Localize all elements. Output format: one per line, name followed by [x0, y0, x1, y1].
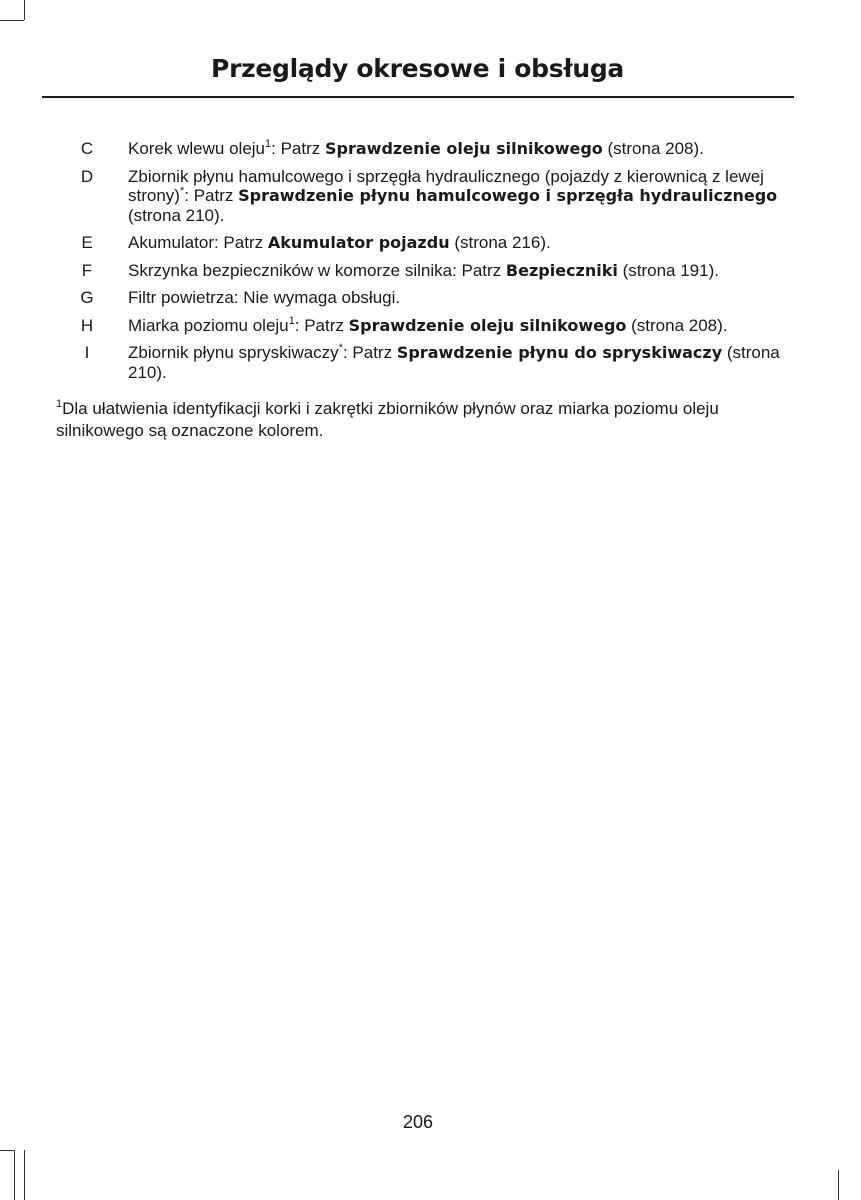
list-item-i: I Zbiornik płynu spryskiwaczy*: Patrz Sprawdzenie płynu do spryskiwaczy (strona 210).: [0, 343, 861, 382]
list-item-g: [0, 288, 861, 308]
crop-mark-top-left-horizontal: [0, 20, 24, 21]
footnote-marker: 1: [56, 398, 63, 410]
footnote-marker: 1: [288, 314, 295, 327]
list-item-e: E Akumulator: Patrz Akumulator pojazdu (strona 216).: [0, 233, 861, 253]
page-reference: (strona 210).: [128, 343, 780, 382]
item-text: Korek wlewu oleju: [128, 139, 266, 158]
page-reference: (strona 216).: [449, 233, 551, 252]
cross-reference-link[interactable]: Sprawdzenie płynu hamulcowego i sprzęgła hydraulicznego: [238, 186, 778, 205]
list-item-d: D Zbiornik płynu hamulcowego i sprzęgła hydraulicznego (pojazdy z kierownicą z lewej strony)*: Patrz Sprawdzenie płynu hamulcowego i sprzęgła hydraulicznego (strona 210).: [0, 167, 861, 226]
asterisk-marker: *: [338, 342, 343, 354]
asterisk-marker: *: [179, 185, 185, 197]
list-item-h: H Miarka poziomu oleju$^1$: Patrz Sprawdzenie oleju silnikowego (strona 208).: [0, 316, 861, 336]
item-text: Skrzynka bezpieczników w komorze silnika: [128, 260, 453, 280]
item-text: Zbiornik płynu spryskiwaczy: [128, 343, 339, 362]
item-text: Zbiornik płynu hamulcowego i sprzęgła hydraulicznego (pojazdy z kierownicą z lewej strony): [128, 166, 764, 205]
footnote-marker: 1: [265, 138, 272, 150]
cross-reference-link[interactable]: Akumulator pojazdu: [267, 233, 450, 252]
cross-reference-link[interactable]: Bezpieczniki: [505, 260, 618, 280]
footnote: [56, 398, 796, 442]
item-text: Miarka poziomu oleju: [128, 315, 289, 335]
component-list: [0, 139, 861, 382]
title-rule: [42, 96, 794, 98]
item-letter: C: [80, 139, 94, 158]
page-title: Przeglądy okresowe i obsługa: [211, 54, 624, 83]
page-reference: (strona 208).: [626, 315, 728, 335]
cross-reference-link[interactable]: Sprawdzenie oleju silnikowego: [348, 315, 627, 335]
list-item-f: F Skrzynka bezpieczników w komorze silnika: Patrz Bezpieczniki (strona 191).: [0, 261, 861, 281]
page-reference: (strona 210).: [128, 205, 225, 225]
crop-mark-bottom-left-vertical-inner: [14, 1150, 15, 1200]
item-text: Filtr powietrza: Nie wymaga obsługi.: [128, 288, 401, 307]
crop-mark-top-left-vertical: [24, 0, 25, 20]
item-text: Akumulator: [128, 233, 214, 252]
footnote-text: Dla ułatwienia identyfikacji korki i zakrętki zbiorników płynów oraz miarka poziomu oleju silnikowego są oznaczone kolorem.: [56, 399, 719, 440]
item-letter: D: [80, 166, 94, 186]
page-reference: (strona 208).: [602, 139, 704, 158]
cross-reference-link[interactable]: Sprawdzenie płynu do spryskiwaczy: [396, 343, 723, 362]
page-number: 206: [402, 1112, 434, 1132]
item-letter: H: [80, 315, 94, 335]
list-item-c: C Korek wlewu oleju$^1$: Patrz Sprawdzenie oleju silnikowego (strona 208).: [0, 139, 861, 159]
item-letter: F: [81, 260, 93, 280]
crop-mark-bottom-right-vertical: [838, 1170, 839, 1200]
item-letter: G: [80, 288, 94, 307]
page-reference: (strona 191).: [617, 260, 719, 280]
item-letter: E: [81, 233, 93, 252]
crop-mark-bottom-left-horizontal: [0, 1150, 14, 1151]
cross-reference-link[interactable]: Sprawdzenie oleju silnikowego: [325, 139, 603, 158]
item-letter: I: [84, 343, 90, 362]
crop-mark-bottom-left-vertical: [24, 1150, 25, 1200]
